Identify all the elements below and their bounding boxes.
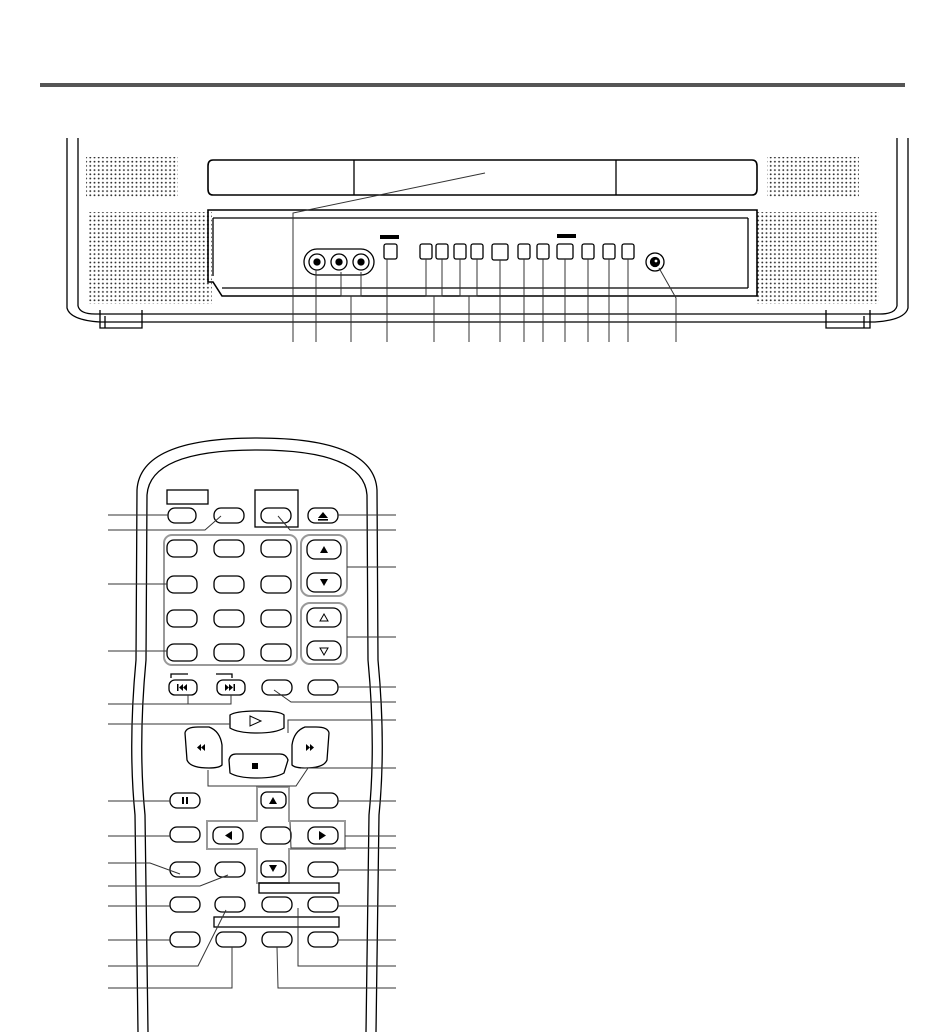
- skip-bracket: [171, 674, 188, 678]
- play-button[interactable]: [230, 711, 284, 733]
- side-button-r2[interactable]: [308, 862, 338, 877]
- side-button-l1[interactable]: [170, 827, 200, 842]
- lower-button-5[interactable]: [170, 932, 200, 947]
- panel-button-9[interactable]: [557, 244, 573, 259]
- lower-button-2[interactable]: [215, 897, 245, 912]
- skip-forward-button[interactable]: [217, 680, 245, 695]
- upper-speaker-grille-left: [86, 157, 178, 197]
- side-button-r1[interactable]: [308, 793, 338, 808]
- eject-button[interactable]: [308, 508, 338, 523]
- power-label-box: [167, 490, 208, 504]
- front-panel-callouts: [293, 173, 676, 342]
- channel-down-button[interactable]: [307, 573, 341, 592]
- lower-button-8[interactable]: [308, 932, 338, 947]
- lower-button-1[interactable]: [170, 897, 200, 912]
- label-strip-2: [214, 917, 339, 927]
- panel-button-11[interactable]: [603, 244, 615, 259]
- number-button-0[interactable]: [214, 644, 244, 661]
- record-indicator-bar: [557, 234, 576, 238]
- cassette-door: [208, 160, 757, 195]
- panel-button-5[interactable]: [471, 244, 483, 259]
- tv-vcr-button[interactable]: [261, 508, 291, 523]
- header-rule: [40, 83, 905, 87]
- upper-speaker-grille-right: [767, 157, 859, 197]
- audio-r-in-jack[interactable]: [353, 254, 369, 270]
- number-button-6[interactable]: [261, 576, 291, 593]
- number-button-2[interactable]: [214, 540, 244, 557]
- panel-button-4[interactable]: [454, 244, 466, 259]
- number-button-8[interactable]: [214, 610, 244, 627]
- video-in-jack[interactable]: [309, 254, 325, 270]
- number-button-9[interactable]: [261, 610, 291, 627]
- number-button-5[interactable]: [214, 576, 244, 593]
- fast-forward-button[interactable]: [292, 727, 329, 768]
- arrow-right-button[interactable]: [308, 827, 338, 844]
- power-indicator-bar: [380, 235, 399, 239]
- volume-down-button[interactable]: [307, 641, 341, 660]
- side-button-l2[interactable]: [170, 862, 200, 877]
- number-button-3[interactable]: [261, 540, 291, 557]
- tv-vcr-front-panel: [67, 138, 908, 328]
- lower-button-6[interactable]: [216, 932, 246, 947]
- audio-l-in-jack[interactable]: [331, 254, 347, 270]
- lower-button-4[interactable]: [308, 897, 338, 912]
- number-button-4[interactable]: [167, 576, 197, 593]
- pause-button[interactable]: [170, 793, 200, 808]
- skip-back-button[interactable]: [169, 680, 197, 695]
- label-strip-1: [259, 883, 339, 893]
- number-button-1[interactable]: [167, 540, 197, 557]
- panel-button-3[interactable]: [436, 244, 448, 259]
- lower-speaker-grille-right: [755, 212, 879, 304]
- arrow-up-button[interactable]: [261, 792, 286, 808]
- misc-button-a[interactable]: [262, 680, 292, 695]
- rewind-button[interactable]: [185, 727, 222, 768]
- remote-control: [132, 438, 383, 1032]
- lower-button-3[interactable]: [262, 897, 292, 912]
- stop-icon: [252, 763, 258, 769]
- panel-button-8[interactable]: [537, 244, 549, 259]
- av-input-jacks: [304, 249, 374, 275]
- arrow-left-button[interactable]: [213, 827, 243, 844]
- panel-button-12[interactable]: [622, 244, 634, 259]
- channel-up-button[interactable]: [307, 540, 341, 559]
- panel-button-1[interactable]: [384, 244, 397, 259]
- panel-button-7[interactable]: [518, 244, 530, 259]
- stop-button[interactable]: [229, 754, 288, 778]
- panel-button-10[interactable]: [582, 244, 594, 259]
- volume-up-button[interactable]: [307, 608, 341, 627]
- power-button[interactable]: [168, 508, 196, 523]
- lower-speaker-grille-left: [88, 212, 212, 304]
- headphone-jack[interactable]: [646, 253, 664, 271]
- panel-button-6[interactable]: [492, 244, 508, 260]
- top-button-2[interactable]: [214, 508, 244, 523]
- number-button-7[interactable]: [167, 610, 197, 627]
- arrow-down-button[interactable]: [261, 861, 286, 877]
- dpad-center-button[interactable]: [261, 827, 291, 844]
- number-button-11[interactable]: [261, 644, 291, 661]
- side-button-l2b[interactable]: [215, 862, 245, 877]
- number-button-extra[interactable]: [167, 644, 197, 661]
- cabinet-foot-left: [100, 310, 142, 328]
- lower-button-7[interactable]: [262, 932, 292, 947]
- panel-button-2[interactable]: [420, 244, 432, 259]
- misc-button-b[interactable]: [308, 680, 338, 695]
